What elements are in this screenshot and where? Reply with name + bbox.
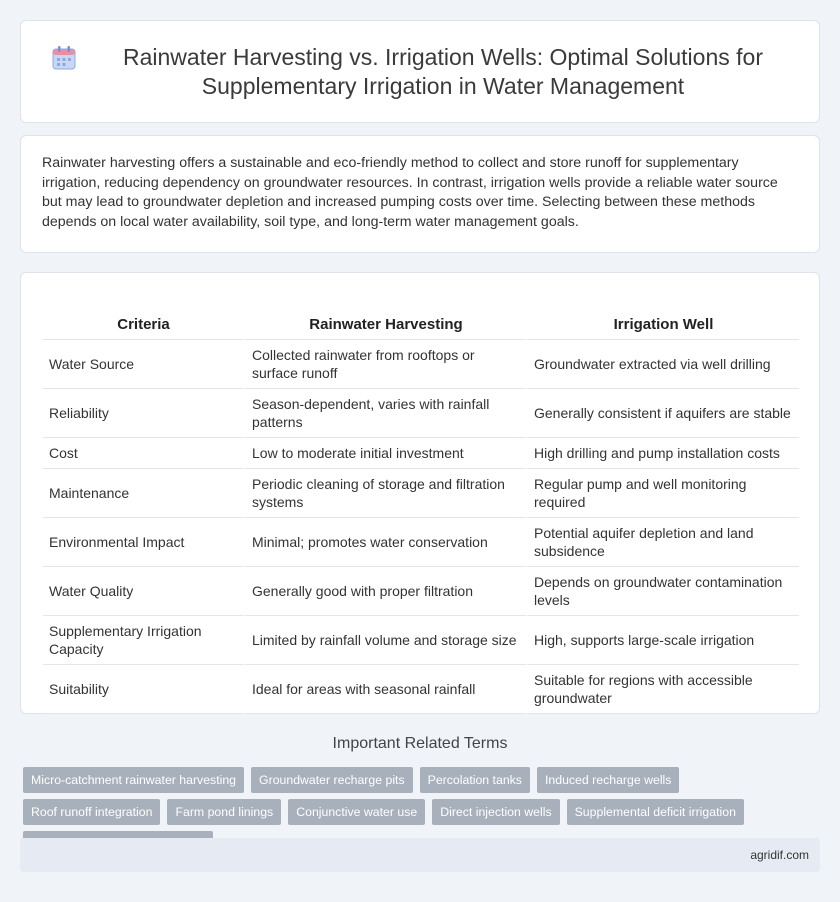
cell-criteria: Water Source [43, 340, 244, 389]
footer-site-link[interactable]: agridif.com [750, 848, 809, 862]
cell-criteria: Reliability [43, 389, 244, 438]
cell-well: Generally consistent if aquifers are stable [526, 389, 799, 438]
cell-rainwater: Limited by rainfall volume and storage size [244, 616, 526, 665]
cell-rainwater: Minimal; promotes water conservation [244, 518, 526, 567]
cell-well: Suitable for regions with accessible groundwater [526, 665, 799, 714]
cell-criteria: Suitability [43, 665, 244, 714]
summary-card [20, 135, 820, 253]
cell-rainwater: Generally good with proper filtration [244, 567, 526, 616]
table-row [43, 616, 799, 665]
comparison-card [20, 272, 820, 714]
table-row [43, 340, 799, 389]
cell-criteria: Maintenance [43, 469, 244, 518]
cell-well: High drilling and pump installation costs [526, 438, 799, 469]
footer [20, 838, 820, 872]
comparison-table [43, 295, 799, 714]
table-row [43, 389, 799, 438]
related-term-tag[interactable]: Roof runoff integration [23, 799, 160, 825]
related-term-tag[interactable]: Micro-catchment rainwater harvesting [23, 767, 244, 793]
table-row [43, 469, 799, 518]
table-row [43, 518, 799, 567]
cell-well: Potential aquifer depletion and land subsidence [526, 518, 799, 567]
cell-rainwater: Periodic cleaning of storage and filtration systems [244, 469, 526, 518]
table-header-row [43, 295, 799, 340]
header-irrigation-well: Irrigation Well [526, 295, 799, 340]
calendar-icon [51, 45, 77, 71]
title-card [20, 20, 820, 123]
table-row [43, 438, 799, 469]
cell-rainwater: Season-dependent, varies with rainfall patterns [244, 389, 526, 438]
title-wrap [21, 43, 819, 101]
cell-well: Groundwater extracted via well drilling [526, 340, 799, 389]
related-term-tag[interactable]: Supplemental deficit irrigation [567, 799, 744, 825]
header-rainwater-harvesting: Rainwater Harvesting [244, 295, 526, 340]
table-row [43, 665, 799, 714]
related-term-tag[interactable]: Direct injection wells [432, 799, 559, 825]
table-row [43, 567, 799, 616]
related-term-tag[interactable]: Conjunctive water use [288, 799, 425, 825]
related-term-tag[interactable]: Percolation tanks [420, 767, 530, 793]
cell-rainwater: Collected rainwater from rooftops or surface runoff [244, 340, 526, 389]
cell-well: Depends on groundwater contamination levels [526, 567, 799, 616]
cell-rainwater: Low to moderate initial investment [244, 438, 526, 469]
page-title: Rainwater Harvesting vs. Irrigation Wells: Optimal Solutions for Supplementary Irrigation in Water Management [123, 43, 763, 99]
cell-well: High, supports large-scale irrigation [526, 616, 799, 665]
summary-text: Rainwater harvesting offers a sustainable and eco-friendly method to collect and store runoff for supplementary irrigation, reducing dependency on groundwater resources. In contrast, irrigation wells provide a reliable water source but may lead to groundwater depletion and increased pumping costs over time. Selecting between these methods depends on local water availability, soil type, and long-term water management goals. [42, 155, 778, 230]
cell-criteria: Water Quality [43, 567, 244, 616]
cell-criteria: Environmental Impact [43, 518, 244, 567]
cell-well: Regular pump and well monitoring required [526, 469, 799, 518]
related-terms-title: Important Related Terms [332, 735, 508, 752]
cell-criteria: Supplementary Irrigation Capacity [43, 616, 244, 665]
header-criteria: Criteria [43, 295, 244, 340]
cell-criteria: Cost [43, 438, 244, 469]
related-term-tag[interactable]: Groundwater recharge pits [251, 767, 413, 793]
related-term-tag[interactable]: Induced recharge wells [537, 767, 679, 793]
cell-rainwater: Ideal for areas with seasonal rainfall [244, 665, 526, 714]
related-term-tag[interactable]: Farm pond linings [167, 799, 281, 825]
